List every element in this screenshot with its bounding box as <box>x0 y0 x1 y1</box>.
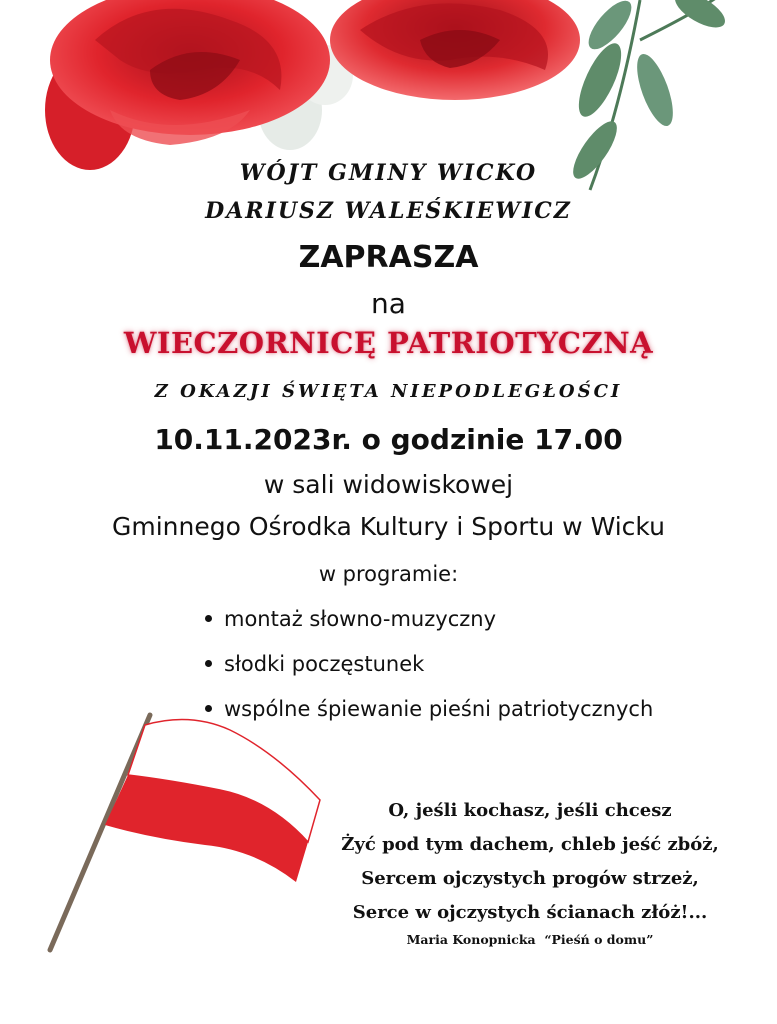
event-datetime: 10.11.2023r. o godzinie 17.00 <box>154 423 623 456</box>
event-title: WIECZORNICĘ PATRIOTYCZNĄ <box>123 326 654 360</box>
venue-line-1: w sali widowiskowej <box>263 470 514 499</box>
quote-line: O, jeśli kochasz, jeśli chcesz <box>388 800 672 821</box>
quote-line: Sercem ojczystych progów strzeż, <box>361 868 699 889</box>
mayor-name: DARIUSZ WALEŚKIEWICZ <box>205 198 572 224</box>
invites-heading: ZAPRASZA <box>298 240 479 275</box>
list-item: wspólne śpiewanie pieśni patriotycznych <box>205 694 653 739</box>
event-occasion: Z OKAZJI ŚWIĘTA NIEPODLEGŁOŚCI <box>154 381 623 402</box>
mayor-title: WÓJT GMINY WICKO <box>239 160 538 186</box>
venue-line-2: Gminnego Ośrodka Kultury i Sportu w Wicku <box>112 512 665 541</box>
quote-block <box>320 794 740 947</box>
list-item: słodki poczęstunek <box>205 649 653 694</box>
quote-attribution <box>320 932 740 947</box>
quote-work: “Pieśń o domu” <box>544 932 654 947</box>
program-heading: w programie: <box>318 562 459 586</box>
quote-author: Maria Konopnicka <box>406 932 536 947</box>
quote-line: Żyć pod tym dachem, chleb jeść zbóż, <box>341 834 719 855</box>
list-item: montaż słowno-muzyczny <box>205 604 653 649</box>
na-word: na <box>371 287 406 320</box>
quote-line: Serce w ojczystych ścianach złóż!... <box>352 902 708 923</box>
